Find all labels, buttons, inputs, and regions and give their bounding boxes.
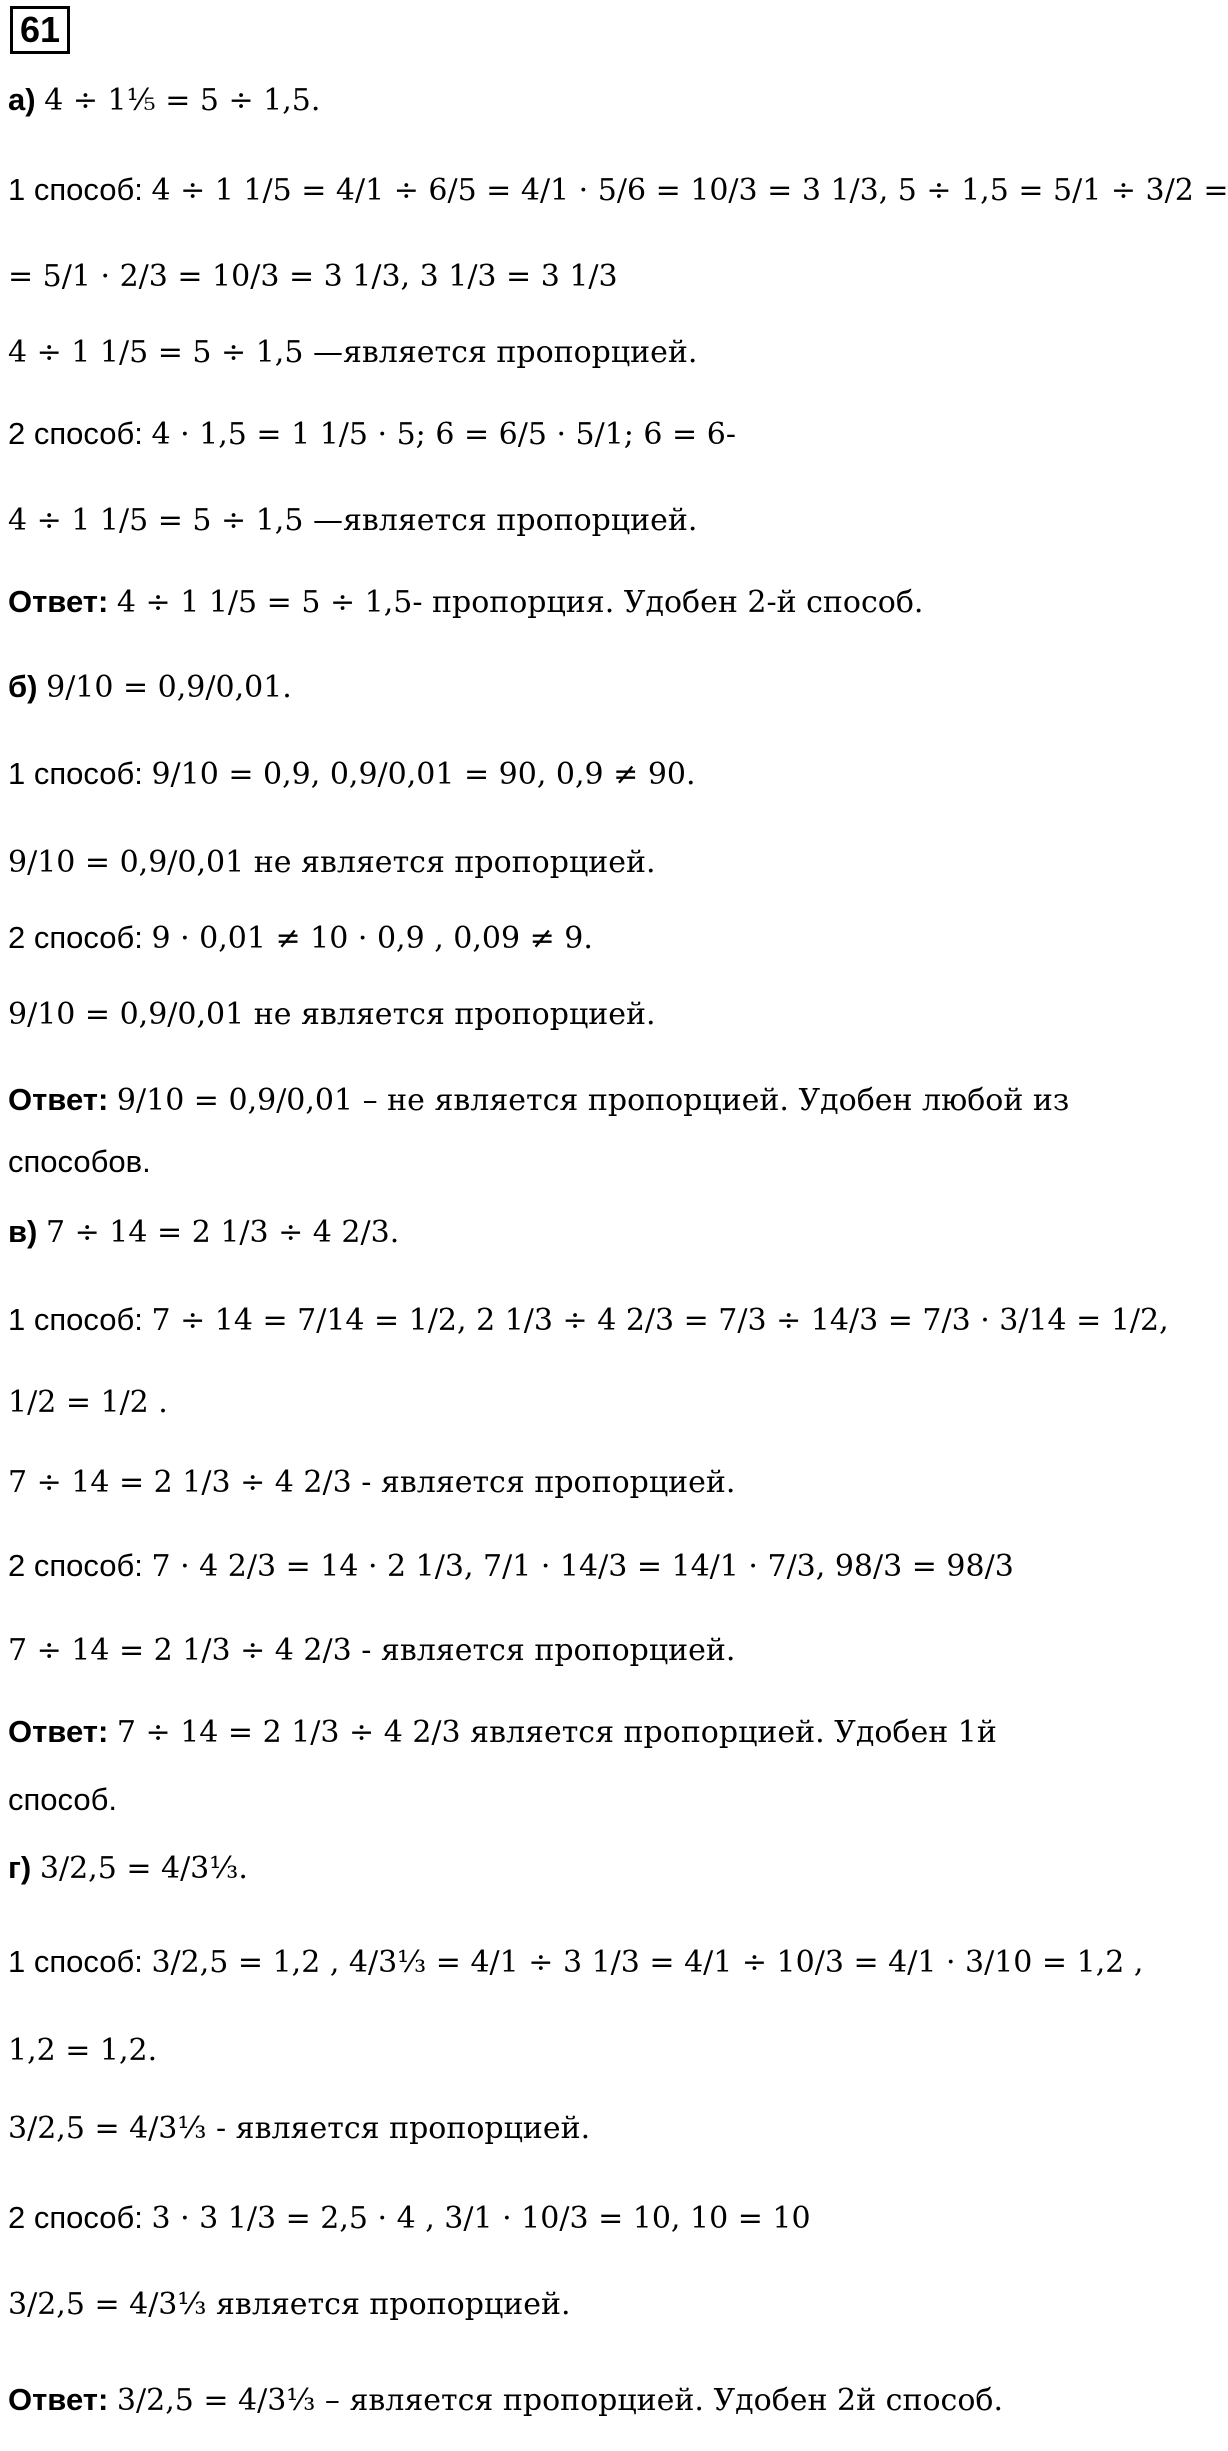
- part-v-label: в): [8, 1214, 38, 1249]
- part-v-conclusion2-text: 7 ÷ 14 = 2 1/3 ÷ 4 2/3 - является пропорцией.: [8, 1633, 736, 1668]
- part-a-answer-text: 4 ÷ 1 1/5 = 5 ÷ 1,5- пропорция. Удобен 2-й способ.: [116, 585, 924, 620]
- part-a-conclusion1: [8, 330, 960, 375]
- part-g-answer: [8, 2378, 1003, 2423]
- part-b-label: б): [8, 669, 38, 704]
- part-v-method1-text1: 7 ÷ 14 = 7/14 = 1/2, 2 1/3 ÷ 4 2/3 = 7/3 ÷ 14/3 = 7/3 · 3/14 = 1/2,: [151, 1303, 1169, 1338]
- part-b-conclusion1: [8, 840, 960, 885]
- part-v-conclusion1: [8, 1460, 960, 1505]
- part-v-method2-label: 2 способ:: [8, 1548, 143, 1583]
- part-a-conclusion2: [8, 498, 960, 543]
- part-a-method2: [8, 412, 960, 457]
- part-v-method1-line1: [8, 1298, 1169, 1343]
- part-g-conclusion2-text: 3/2,5 = 4/3⅓ является пропорцией.: [8, 2287, 571, 2322]
- part-b-answer-line1: [8, 1078, 1070, 1123]
- part-g-answer-label: Ответ:: [8, 2382, 109, 2417]
- part-v-method2-text: 7 · 4 2/3 = 14 · 2 1/3, 7/1 · 14/3 = 14/1 · 7/3, 98/3 = 98/3: [151, 1549, 1014, 1584]
- part-b-statement: [8, 665, 960, 710]
- part-a-method1-line1: [8, 168, 1228, 213]
- task-number: 61: [10, 6, 70, 54]
- part-b-method1: [8, 752, 960, 797]
- part-g-method2-label: 2 способ:: [8, 2200, 143, 2235]
- part-g-method2: [8, 2196, 960, 2241]
- part-a-label: а): [8, 82, 36, 117]
- part-a-method1-line2: [8, 254, 960, 299]
- part-v-method2: [8, 1544, 1014, 1589]
- part-a-method1-text2: = 5/1 · 2/3 = 10/3 = 3 1/3, 3 1/3 = 3 1/3: [8, 259, 618, 294]
- part-a-method1-label: 1 способ:: [8, 172, 143, 207]
- part-b-statement-text: 9/10 = 0,9/0,01.: [46, 670, 292, 705]
- part-g-conclusion2: [8, 2282, 960, 2327]
- part-g-label: г): [8, 1850, 32, 1885]
- part-g-method2-text: 3 · 3 1/3 = 2,5 · 4 , 3/1 · 10/3 = 10, 10 = 10: [151, 2201, 811, 2236]
- part-g-method1-label: 1 способ:: [8, 1944, 143, 1979]
- part-a-method1-text1: 4 ÷ 1 1/5 = 4/1 ÷ 6/5 = 4/1 · 5/6 = 10/3 = 3 1/3, 5 ÷ 1,5 = 5/1 ÷ 3/2 =: [151, 173, 1228, 208]
- part-g-method1-line1: [8, 1940, 1144, 1985]
- part-g-statement-text: 3/2,5 = 4/3⅓.: [39, 1851, 248, 1886]
- part-g-answer-text: 3/2,5 = 4/3⅓ – является пропорцией. Удобен 2й способ.: [116, 2383, 1003, 2418]
- part-a-answer-label: Ответ:: [8, 584, 109, 619]
- part-v-statement: [8, 1210, 960, 1255]
- part-v-method1-line2: [8, 1380, 960, 1425]
- part-b-answer-label: Ответ:: [8, 1082, 109, 1117]
- part-v-answer-text2: способ.: [8, 1782, 117, 1817]
- part-a-statement-text: 4 ÷ 1⅕ = 5 ÷ 1,5.: [44, 83, 321, 118]
- part-v-method1-label: 1 способ:: [8, 1302, 143, 1337]
- part-b-answer-line2: [8, 1140, 960, 1184]
- part-v-answer-line1: [8, 1710, 997, 1755]
- part-b-method2-text: 9 · 0,01 ≠ 10 · 0,9 , 0,09 ≠ 9.: [151, 921, 593, 956]
- part-b-method2-label: 2 способ:: [8, 920, 143, 955]
- part-g-method1-text1: 3/2,5 = 1,2 , 4/3⅓ = 4/1 ÷ 3 1/3 = 4/1 ÷ 10/3 = 4/1 · 3/10 = 1,2 ,: [151, 1945, 1144, 1980]
- part-a-method2-text: 4 · 1,5 = 1 1/5 · 5; 6 = 6/5 · 5/1; 6 = 6-: [151, 417, 736, 452]
- part-g-conclusion1: [8, 2106, 960, 2151]
- part-a-conclusion1-text: 4 ÷ 1 1/5 = 5 ÷ 1,5 —является пропорцией.: [8, 335, 698, 370]
- part-a-conclusion2-text: 4 ÷ 1 1/5 = 5 ÷ 1,5 —является пропорцией.: [8, 503, 698, 538]
- part-g-method1-line2: [8, 2028, 960, 2073]
- part-a-method2-label: 2 способ:: [8, 416, 143, 451]
- part-a-statement: [8, 78, 960, 123]
- part-b-method2: [8, 916, 960, 961]
- part-v-answer-line2: [8, 1778, 960, 1822]
- part-b-method1-text: 9/10 = 0,9, 0,9/0,01 = 90, 0,9 ≠ 90.: [151, 757, 696, 792]
- part-v-answer-text1: 7 ÷ 14 = 2 1/3 ÷ 4 2/3 является пропорцией. Удобен 1й: [116, 1715, 997, 1750]
- part-b-method1-label: 1 способ:: [8, 756, 143, 791]
- part-b-conclusion1-text: 9/10 = 0,9/0,01 не является пропорцией.: [8, 845, 656, 880]
- part-b-answer-text2: способов.: [8, 1144, 151, 1179]
- part-b-conclusion2: [8, 992, 960, 1037]
- part-g-conclusion1-text: 3/2,5 = 4/3⅓ - является пропорцией.: [8, 2111, 591, 2146]
- part-g-statement: [8, 1846, 960, 1891]
- part-b-answer-text1: 9/10 = 0,9/0,01 – не является пропорцией. Удобен любой из: [116, 1083, 1070, 1118]
- part-v-conclusion2: [8, 1628, 960, 1673]
- part-v-conclusion1-text: 7 ÷ 14 = 2 1/3 ÷ 4 2/3 - является пропорцией.: [8, 1465, 736, 1500]
- part-g-method1-text2: 1,2 = 1,2.: [8, 2033, 158, 2068]
- part-v-statement-text: 7 ÷ 14 = 2 1/3 ÷ 4 2/3.: [46, 1215, 400, 1250]
- part-v-method1-text2: 1/2 = 1/2 .: [8, 1385, 168, 1420]
- part-a-answer: [8, 580, 960, 625]
- part-b-conclusion2-text: 9/10 = 0,9/0,01 не является пропорцией.: [8, 997, 656, 1032]
- part-v-answer-label: Ответ:: [8, 1714, 109, 1749]
